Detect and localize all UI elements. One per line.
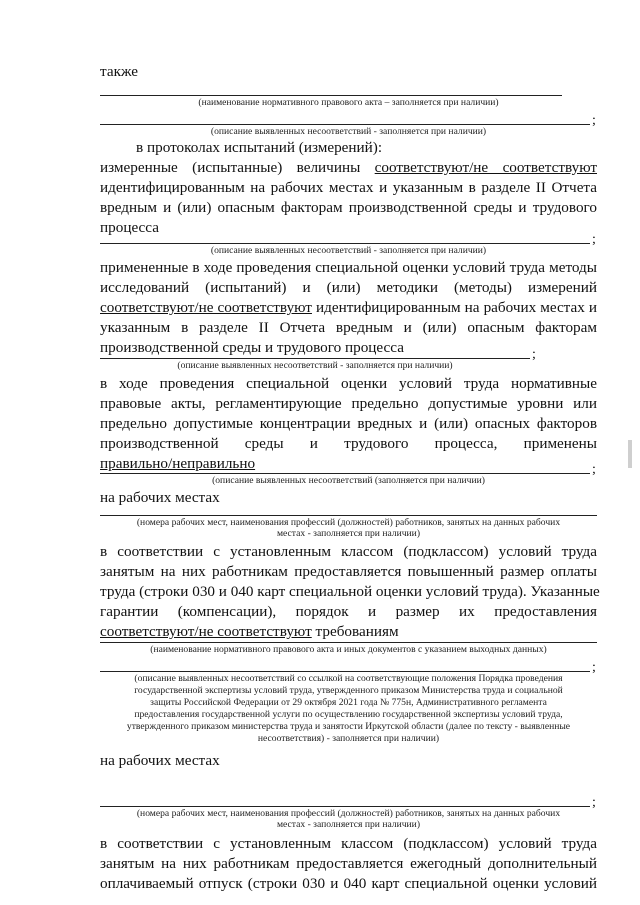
field-caption: местах - заполняется при наличии)	[276, 819, 421, 830]
scan-margin-mark	[628, 440, 632, 468]
semicolon: ;	[592, 232, 596, 247]
field-caption: несоответствия) - заполняется при наличии)	[257, 733, 440, 744]
text-line: на рабочих местах	[100, 752, 220, 769]
field-caption: (номера рабочих мест, наименования профессий (должностей) работников, занятых на данных рабочих	[136, 808, 561, 819]
semicolon: ;	[592, 462, 596, 477]
semicolon: ;	[592, 795, 596, 810]
text-line: в ходе проведения специальной оценки условий труда нормативные	[100, 375, 597, 392]
semicolon: ;	[532, 347, 536, 362]
text-line: соответствуют/не соответствуют идентифицированным на рабочих местах и	[100, 299, 597, 316]
text-line: гарантии (компенсации), порядок и размер их предоставления	[100, 603, 597, 620]
fill-line	[100, 642, 597, 643]
field-caption: (описание выявленных несоответствий со ссылкой на соответствующие положения Порядка проведения	[134, 673, 563, 684]
text-line: соответствуют/не соответствуют требованиям	[100, 623, 399, 640]
fill-line	[100, 243, 590, 244]
field-caption: утвержденного приказом министерства труда и занятости Иркутской области (далее по тексту - выявленные	[126, 721, 571, 732]
text-line: примененные в ходе проведения специальной оценки условий труда методы	[100, 259, 597, 276]
text-line: производственной среды и трудового процесса	[100, 339, 404, 356]
field-caption: (наименование нормативного правового акта – заполняется при наличии)	[198, 97, 499, 108]
field-caption: (описание выявленных несоответствий - заполняется при наличии)	[210, 245, 487, 256]
text-line: идентифицированным на рабочих местах и указанным в разделе II Отчета	[100, 179, 597, 196]
fill-line	[100, 671, 590, 672]
text-line: оплачиваемый отпуск (строки 030 и 040 карт специальной оценки условий	[100, 875, 597, 892]
semicolon: ;	[592, 113, 596, 128]
fill-line	[100, 95, 562, 96]
text-line: занятым на них работникам предоставляется ежегодный дополнительный	[100, 855, 597, 872]
semicolon: ;	[592, 660, 596, 675]
text-line: вредным и (или) опасным факторам производственной среды и трудового	[100, 199, 597, 216]
text-line: исследований (испытаний) и (или) методики (методы) измерений	[100, 279, 597, 296]
fill-line	[100, 358, 530, 359]
field-caption: (описание выявленных несоответствий - заполняется при наличии)	[177, 360, 453, 371]
text-line: указанным в разделе II Отчета вредным и (или) опасным факторам	[100, 319, 597, 336]
field-caption: (описание выявленных несоответствий - заполняется при наличии)	[210, 126, 487, 137]
text-line: труда (строки 030 и 040 карт специальной оценки условий труда). Указанные	[100, 583, 600, 600]
fill-line	[100, 124, 590, 125]
text-line: на рабочих местах	[100, 489, 220, 506]
text-line: правильно/неправильно	[100, 455, 256, 472]
text-line: в соответствии с установленным классом (подклассом) условий труда	[100, 835, 597, 852]
field-caption: государственной экспертизы условий труда, утвержденного приказом Министерства труда и социальной	[134, 685, 563, 696]
fill-line	[100, 806, 590, 807]
field-caption: защиты Российской Федерации от 29 октября 2021 года № 775н, Административного регламента	[150, 697, 547, 708]
field-caption: (номера рабочих мест, наименования профессий (должностей) работников, занятых на данных рабочих	[136, 517, 561, 528]
field-caption: (наименование нормативного правового акта и иных документов с указанием выходных данных)	[150, 644, 547, 655]
text-line: предельно допустимые концентрации вредных и (или) опасных факторов	[100, 415, 597, 432]
text-line: измеренные (испытанные) величины соответствуют/не соответствуют	[100, 159, 597, 176]
fill-line	[100, 515, 597, 516]
fill-line	[100, 473, 590, 474]
text-line: в протоколах испытаний (измерений):	[136, 139, 383, 156]
field-caption: предоставления государственной услуги по осуществлению государственной экспертизы условий труда,	[134, 709, 563, 720]
text-line: процесса	[100, 219, 159, 236]
text-line: производственной среды и трудового процесса, применены	[100, 435, 597, 452]
text-line: в соответствии с установленным классом (подклассом) условий труда	[100, 543, 597, 560]
field-caption: местах - заполняется при наличии)	[276, 528, 421, 539]
text-line: правовые акты, регламентирующие предельно допустимые уровни или	[100, 395, 597, 412]
text-line: занятым на них работникам предоставляется повышенный размер оплаты	[100, 563, 597, 580]
field-caption: (описание выявленных несоответствий (заполняется при наличии)	[212, 475, 485, 486]
text-line: также	[100, 63, 138, 80]
